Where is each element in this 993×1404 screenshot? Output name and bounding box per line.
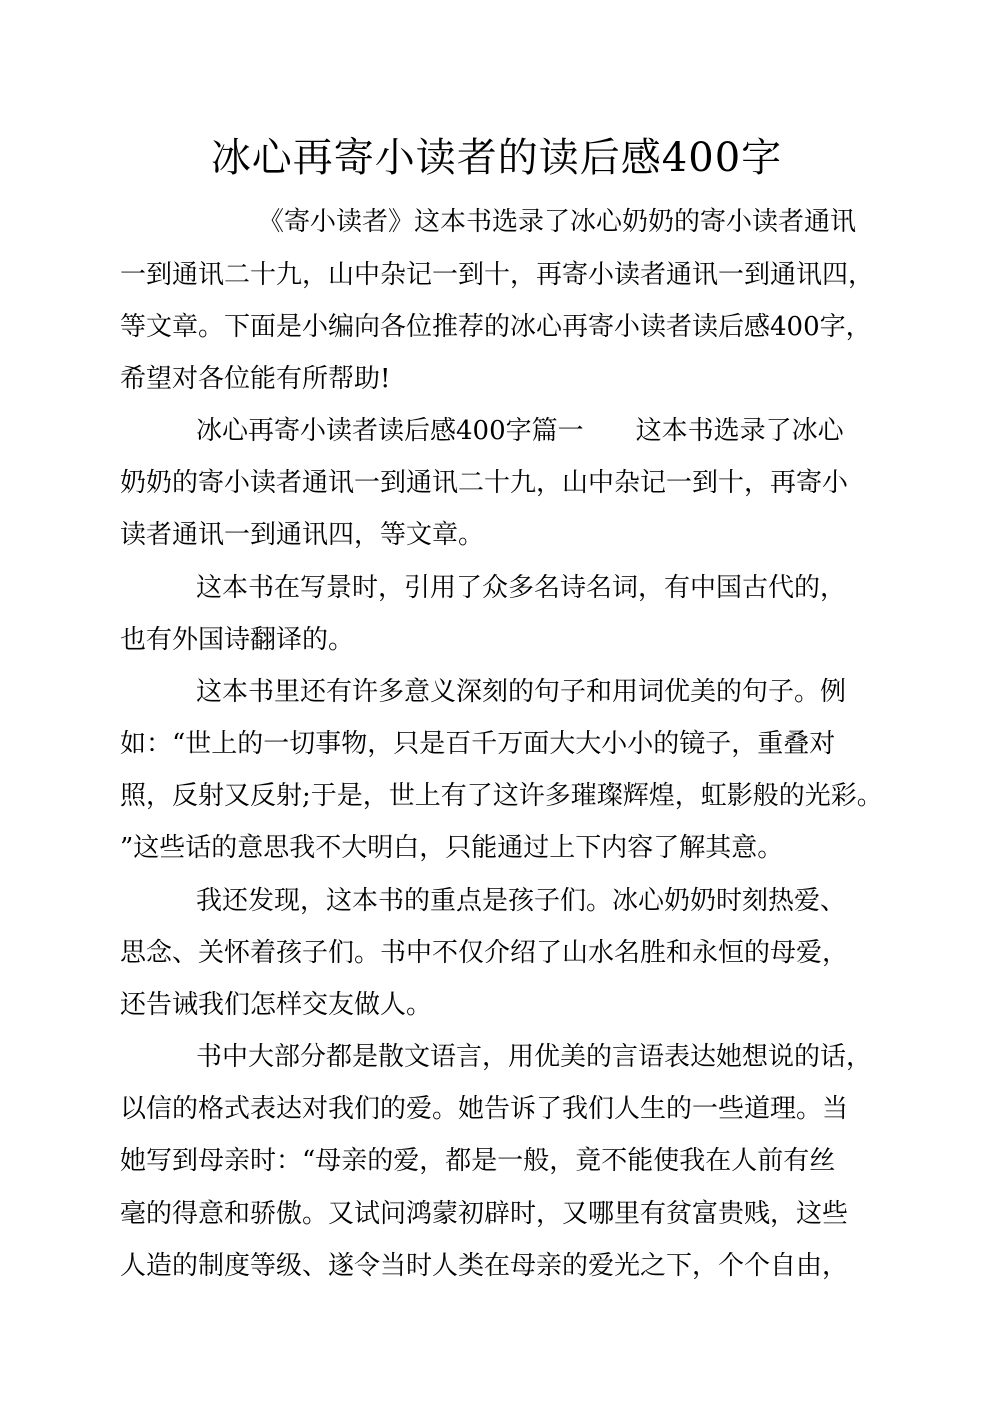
text-line: 这本书在写景时，引用了众多名诗名词，有中国古代的，	[196, 573, 847, 603]
text-line: ”这些话的意思我不大明白，只能通过上下内容了解其意。	[120, 833, 784, 863]
text-line: 以信的格式表达对我们的爱。她告诉了我们人生的一些道理。当	[120, 1094, 849, 1124]
text-line: 读者通讯一到通讯四，等文章。	[120, 520, 485, 550]
text-line: 奶奶的寄小读者通讯一到通讯二十九，山中杂记一到十，再寄小	[120, 468, 849, 498]
text-line: 书中大部分都是散文语言，用优美的言语表达她想说的话，	[196, 1042, 873, 1072]
text-line: 也有外国诗翻译的。	[120, 625, 355, 655]
text-line: 如：“世上的一切事物，只是百千万面大大小小的镜子，重叠对	[120, 729, 836, 759]
text-line: 一到通讯二十九，山中杂记一到十，再寄小读者通讯一到通讯四，	[120, 260, 875, 290]
text-line: 《寄小读者》这本书选录了冰心奶奶的寄小读者通讯	[258, 207, 857, 237]
text-line: 她写到母亲时：“母亲的爱，都是一般，竟不能使我在人前有丝	[120, 1146, 836, 1176]
text-line: 还告诫我们怎样交友做人。	[120, 990, 433, 1020]
text-line: 等文章。下面是小编向各位推荐的冰心再寄小读者读后感400字，	[120, 312, 872, 342]
text-line: 人造的制度等级、遂令当时人类在母亲的爱光之下，个个自由，	[120, 1251, 849, 1281]
text-line: 冰心再寄小读者读后感400字篇一 这本书选录了冰心	[196, 416, 844, 446]
text-line: 这本书里还有许多意义深刻的句子和用词优美的句子。例	[196, 677, 847, 707]
text-line: 希望对各位能有所帮助!	[120, 364, 391, 394]
text-line: 思念、关怀着孩子们。书中不仅介绍了山水名胜和永恒的母爱，	[120, 938, 849, 968]
text-line: 照，反射又反射;于是，世上有了这许多璀璨辉煌，虹影般的光彩。	[120, 781, 883, 811]
text-line: 毫的得意和骄傲。又试问鸿蒙初辟时，又哪里有贫富贵贱，这些	[120, 1199, 849, 1229]
text-line: 我还发现，这本书的重点是孩子们。冰心奶奶时刻热爱、	[196, 886, 847, 916]
document-title: 冰心再寄小读者的读后感400字	[210, 135, 783, 181]
